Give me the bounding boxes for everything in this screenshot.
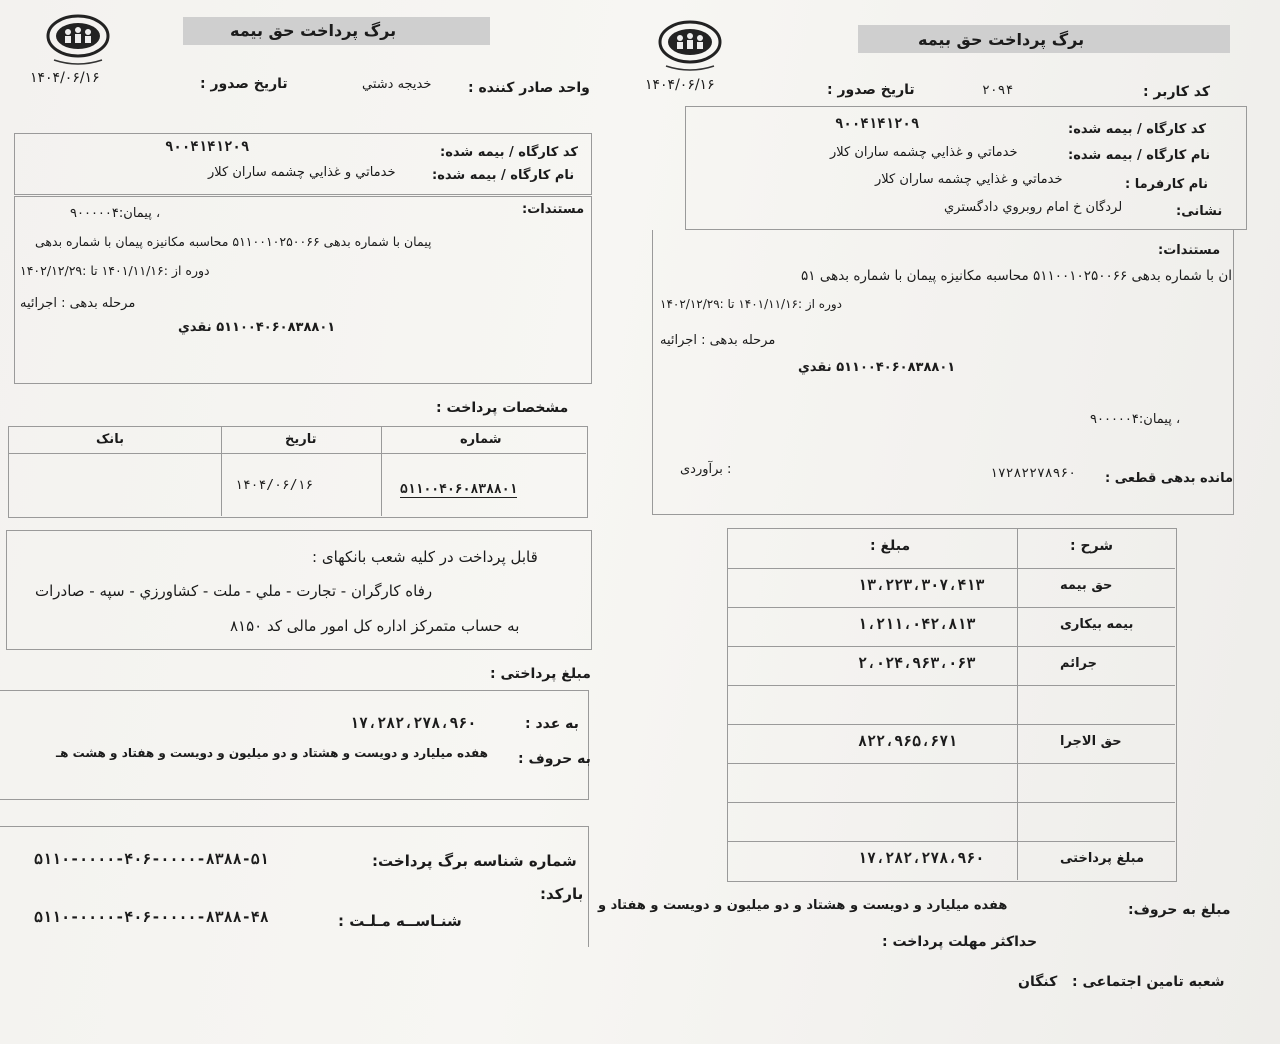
right-employer-value: خدماتي و غذايي چشمه ساران کلار (875, 172, 1063, 187)
social-security-logo-icon (38, 12, 118, 70)
right-table-row-desc: حق الاجرا (1060, 734, 1122, 749)
right-workshop-name-value: خدماتي و غذايي چشمه ساران کلار (830, 145, 1018, 160)
right-table-row-amount: ۱۷،۲۸۲،۲۷۸،۹۶۰ (858, 849, 985, 867)
right-docs-label: مستندات: (1158, 243, 1221, 258)
left-payment-number: ۵۱۱۰۰۴۰۶۰۸۳۸۸۰۱ (400, 482, 518, 497)
right-contract-line: ان با شماره بدهی ۵۱۱۰۰۱۰۲۵۰۰۶۶ محاسبه مکانيزه پيمان با شماره بدهی ۵۱ (801, 268, 1232, 284)
left-slip-box (0, 826, 589, 947)
left-payment-header-number: شماره (460, 432, 502, 447)
right-table-header-amount: مبلغ : (870, 538, 911, 554)
left-slip-id-label: شماره شناسه برگ پرداخت: (372, 852, 577, 870)
left-banks-list: رفاه کارگران - تجارت - ملي - ملت - کشاورزي - سپه - صادرات (35, 582, 433, 600)
left-banks-title: قابل پرداخت در کليه شعب بانکهای : (312, 548, 538, 566)
left-contract-line: پيمان با شماره بدهی ۵۱۱۰۰۱۰۲۵۰۰۶۶ محاسبه مکانيزه پيمان با شماره بدهی (35, 234, 432, 249)
right-stage-line: مرحله بدهی : اجرائيه (660, 333, 776, 348)
right-table-header-desc: شرح : (1070, 538, 1114, 554)
left-payment-header-date: تاريخ (285, 432, 317, 447)
left-amount-box (0, 690, 589, 800)
right-workshop-code-value: ۹۰۰۴۱۴۱۲۰۹ (835, 116, 920, 132)
right-branch-value: کنگان (1018, 974, 1058, 990)
left-payment-header-bank: بانک (96, 432, 124, 447)
left-amount-words-label: به حروف : (518, 751, 591, 767)
left-slip-id-value: ۵۱۱۰-۰۰۰۰-۴۰۶-۰۰۰۰-۸۳۸۸-۵۱ (34, 850, 269, 868)
left-banks-account: به حساب متمرکز اداره کل امور مالی کد ۸۱۵۰ (230, 617, 520, 635)
left-issuer-label: واحد صادر کننده : (468, 80, 590, 96)
right-workshop-name-label: نام کارگاه / بیمه شده: (1068, 148, 1211, 163)
left-issuer-value: خديجه دشتي (362, 77, 432, 92)
left-cash-line: ۵۱۱۰۰۴۰۶۰۸۳۸۸۰۱ نقدي (178, 320, 336, 335)
left-workshop-code-value: ۹۰۰۴۱۴۱۲۰۹ (165, 139, 250, 155)
right-period-line: دوره از :۱۴۰۱/۱۱/۱۶ تا :۱۴۰۲/۱۲/۲۹ (660, 297, 843, 311)
right-table-row-amount: ۱،۲۱۱،۰۴۲،۸۱۳ (858, 615, 976, 633)
right-employer-label: نام کارفرما : (1125, 177, 1208, 192)
left-amount-words-value: هفده ميليارد و دويست و هشتاد و دو ميليون و دويست و هفتاد و هشت هـ (56, 746, 488, 760)
right-table-row-desc: جرائم (1060, 656, 1097, 671)
left-workshop-code-label: کد کارگاه / بیمه شده: (440, 145, 578, 160)
left-workshop-box (14, 133, 592, 195)
right-remaining-label: مانده بدهی قطعی : (1105, 471, 1233, 486)
right-branch-label: شعبه تامين اجتماعی : (1072, 974, 1225, 990)
left-barcode-label: بارکد: (540, 885, 584, 903)
left-docs-label: مستندات: (522, 202, 585, 217)
right-table-row-desc: بيمه بيکاری (1060, 617, 1134, 632)
right-address-value: لردگان خ امام روبروي دادگستري (944, 200, 1123, 215)
right-amount-words-value: هفده ميليارد و دويست و هشتاد و دو ميليون و دويست و هفتاد و (598, 898, 1008, 913)
left-amount-label: مبلغ پرداختی : (490, 666, 591, 682)
left-payment-date: ۱۴۰۴/۰۶/۱۶ (235, 478, 314, 493)
left-workshop-name-value: خدماتي و غذايي چشمه ساران کلار (208, 165, 396, 180)
right-form-title: برگ پرداخت حق بیمه (918, 30, 1085, 49)
right-contract-label: ، پيمان:۹۰۰۰۰۰۴ (1090, 412, 1181, 427)
left-mellat-value: ۵۱۱۰-۰۰۰۰-۴۰۶-۰۰۰۰-۸۳۸۸-۴۸ (34, 908, 269, 926)
left-mellat-label: شنـاســه مـلـت : (338, 912, 462, 930)
right-social-security-logo-icon (650, 18, 730, 76)
right-user-code-label: کد کاربر : (1143, 84, 1210, 100)
left-issue-date-label: تاريخ صدور : (200, 76, 288, 92)
right-logo-date: ۱۴۰۴/۰۶/۱۶ (645, 77, 715, 93)
left-workshop-name-label: نام کارگاه / بیمه شده: (432, 168, 575, 183)
left-payment-spec-label: مشخصات پرداخت : (436, 400, 569, 416)
right-table-row-desc: مبلغ پرداختی (1060, 851, 1144, 866)
right-table-row-amount: ۸۲۲،۹۶۵،۶۷۱ (858, 732, 958, 750)
left-contract-label: ، پيمان:۹۰۰۰۰۰۴ (70, 206, 161, 221)
right-table-row-desc: حق بيمه (1060, 578, 1113, 593)
left-form-title: برگ پرداخت حق بیمه (230, 21, 397, 40)
right-amount-words-label: مبلغ به حروف: (1128, 902, 1231, 918)
left-stage-line: مرحله بدهی : اجرائيه (20, 296, 136, 311)
left-amount-digits-label: به عدد : (525, 716, 579, 732)
right-issue-date-label: تاريخ صدور : (827, 82, 915, 98)
right-address-label: نشانی: (1176, 204, 1223, 219)
right-table-row-amount: ۱۳،۲۲۳،۳۰۷،۴۱۳ (858, 576, 985, 594)
left-period-line: دوره از :۱۴۰۱/۱۱/۱۶ تا :۱۴۰۲/۱۲/۲۹ (20, 263, 210, 278)
right-deadline-label: حداکثر مهلت پرداخت : (882, 934, 1038, 950)
right-workshop-code-label: کد کارگاه / بیمه شده: (1068, 122, 1206, 137)
right-cash-line: ۵۱۱۰۰۴۰۶۰۸۳۸۸۰۱ نقدي (798, 360, 956, 375)
right-table-row-amount: ۲،۰۲۴،۹۶۳،۰۶۳ (858, 654, 976, 672)
left-logo-date: ۱۴۰۴/۰۶/۱۶ (30, 70, 100, 86)
right-estimate-label: : برآوردی (680, 462, 732, 477)
left-amount-digits-value: ۱۷،۲۸۲،۲۷۸،۹۶۰ (350, 714, 477, 732)
left-documents-box (14, 196, 592, 384)
right-user-code-value: ۲۰۹۴ (982, 83, 1014, 98)
right-remaining-value: ۱۷۲۸۲۲۷۸۹۶۰ (990, 466, 1077, 481)
